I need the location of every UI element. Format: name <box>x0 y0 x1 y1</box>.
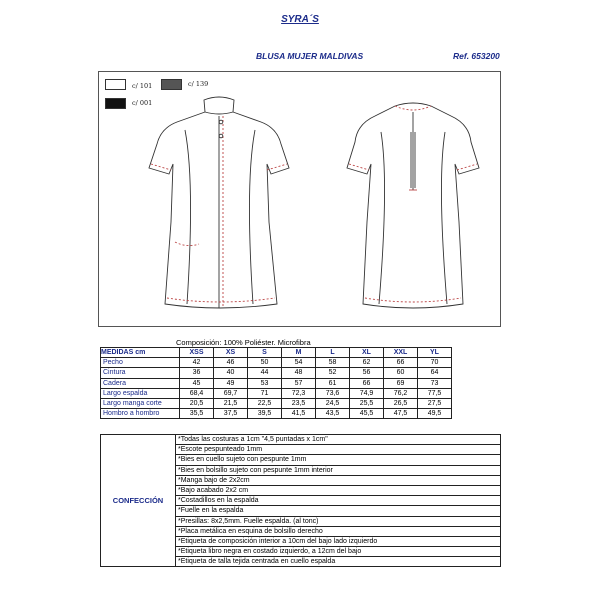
measure-label: Largo manga corte <box>101 398 180 408</box>
front-view-sketch <box>149 97 289 308</box>
measure-value: 77,5 <box>418 388 452 398</box>
measure-value: 45,5 <box>350 409 384 419</box>
size-chart-header-row <box>101 348 452 358</box>
swatch-label-139: c/ 139 <box>188 80 209 88</box>
measure-value: 72,3 <box>282 388 316 398</box>
measure-value: 23,5 <box>282 398 316 408</box>
measure-value: 71 <box>248 388 282 398</box>
confeccion-item: *Presillas: 8x2,5mm. Fuelle espalda. (al tonc) <box>176 516 501 526</box>
measure-value: 44 <box>248 368 282 378</box>
garment-sketch <box>99 72 500 326</box>
confeccion-item: *Etiqueta de composición interior a 10cm del bajo lado izquierdo <box>176 536 501 546</box>
measure-value: 68,4 <box>180 388 214 398</box>
composition-text: Composición: 100% Poliéster. Microfibra <box>176 338 311 347</box>
size-col-header: M <box>282 348 316 358</box>
measure-value: 57 <box>282 378 316 388</box>
garment-drawing-panel <box>98 71 501 327</box>
measure-value: 66 <box>384 358 418 368</box>
measure-value: 36 <box>180 368 214 378</box>
size-col-header: L <box>316 348 350 358</box>
measure-value: 76,2 <box>384 388 418 398</box>
measure-label: Hombro a hombro <box>101 409 180 419</box>
measure-value: 21,5 <box>214 398 248 408</box>
measure-value: 43,5 <box>316 409 350 419</box>
confeccion-item: *Todas las costuras a 1cm "4,5 puntadas x 1cm" <box>176 435 501 445</box>
swatch-label-001: c/ 001 <box>132 99 153 107</box>
table-row <box>101 378 452 388</box>
confeccion-item: *Fuelle en la espalda <box>176 506 501 516</box>
confeccion-item: *Costadillos en la espalda <box>176 496 501 506</box>
measure-value: 64 <box>418 368 452 378</box>
confeccion-item: *Bies en cuello sujeto con pespunte 1mm <box>176 455 501 465</box>
size-col-header: XXL <box>384 348 418 358</box>
confeccion-label: CONFECCIÓN <box>101 435 176 567</box>
measure-value: 60 <box>384 368 418 378</box>
measure-label: Pecho <box>101 358 180 368</box>
measure-label: Largo espalda <box>101 388 180 398</box>
table-row <box>101 398 452 408</box>
size-chart-table <box>100 347 452 419</box>
measure-value: 50 <box>248 358 282 368</box>
table-row <box>101 388 452 398</box>
confeccion-item: *Bies en bolsillo sujeto con pespunte 1mm interior <box>176 465 501 475</box>
measure-value: 54 <box>282 358 316 368</box>
measure-value: 73 <box>418 378 452 388</box>
measure-value: 49,5 <box>418 409 452 419</box>
confeccion-item: *Bajo acabado 2x2 cm <box>176 485 501 495</box>
brand-title: SYRA´S <box>281 14 319 25</box>
measure-value: 35,5 <box>180 409 214 419</box>
measure-value: 69 <box>384 378 418 388</box>
measure-value: 74,9 <box>350 388 384 398</box>
size-col-header: YL <box>418 348 452 358</box>
measure-value: 25,5 <box>350 398 384 408</box>
measure-value: 49 <box>214 378 248 388</box>
confeccion-item: *Placa metálica en esquina de bolsillo derecho <box>176 526 501 536</box>
swatch-label-101: c/ 101 <box>132 82 153 90</box>
measure-value: 39,5 <box>248 409 282 419</box>
size-col-header: XS <box>214 348 248 358</box>
size-col-header: S <box>248 348 282 358</box>
measure-value: 26,5 <box>384 398 418 408</box>
confeccion-item: *Etiqueta de talla tejida centrada en cuello espalda <box>176 557 501 567</box>
table-row <box>101 409 452 419</box>
confeccion-item: *Etiqueta libro negra en costado izquierdo, a 12cm del bajo <box>176 547 501 557</box>
measure-label: Cadera <box>101 378 180 388</box>
measure-value: 61 <box>316 378 350 388</box>
size-chart-header-label: MEDIDAS cm <box>101 348 180 358</box>
measure-value: 70 <box>418 358 452 368</box>
confeccion-item: *Escote pespunteado 1mm <box>176 445 501 455</box>
measure-value: 41,5 <box>282 409 316 419</box>
measure-value: 20,5 <box>180 398 214 408</box>
measure-value: 66 <box>350 378 384 388</box>
measure-value: 52 <box>316 368 350 378</box>
measure-label: Cintura <box>101 368 180 378</box>
measure-value: 45 <box>180 378 214 388</box>
table-row <box>101 358 452 368</box>
product-name: BLUSA MUJER MALDIVAS <box>256 51 364 61</box>
measure-value: 48 <box>282 368 316 378</box>
table-row <box>101 368 452 378</box>
confeccion-item: *Manga bajo de 2x2cm <box>176 475 501 485</box>
size-col-header: XL <box>350 348 384 358</box>
size-col-header: XSS <box>180 348 214 358</box>
measure-value: 56 <box>350 368 384 378</box>
measure-value: 58 <box>316 358 350 368</box>
measure-value: 40 <box>214 368 248 378</box>
back-view-sketch <box>347 103 479 308</box>
measure-value: 27,5 <box>418 398 452 408</box>
measure-value: 37,5 <box>214 409 248 419</box>
confeccion-table <box>100 434 501 567</box>
measure-value: 24,5 <box>316 398 350 408</box>
table-row <box>101 435 501 445</box>
measure-value: 62 <box>350 358 384 368</box>
measure-value: 22,5 <box>248 398 282 408</box>
measure-value: 46 <box>214 358 248 368</box>
product-ref: Ref. 653200 <box>453 51 500 61</box>
measure-value: 53 <box>248 378 282 388</box>
measure-value: 47,5 <box>384 409 418 419</box>
measure-value: 69,7 <box>214 388 248 398</box>
measure-value: 42 <box>180 358 214 368</box>
measure-value: 73,6 <box>316 388 350 398</box>
